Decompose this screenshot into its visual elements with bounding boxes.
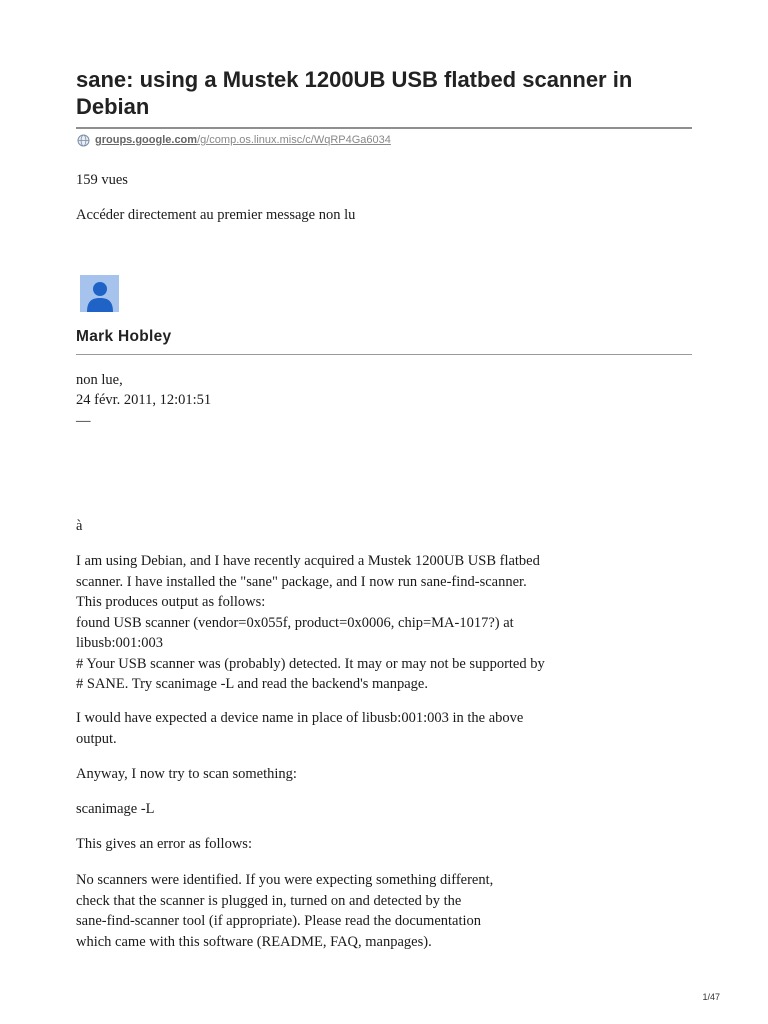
- page-title: sane: using a Mustek 1200UB USB flatbed scanner in Debian: [76, 67, 633, 119]
- globe-icon: [77, 134, 90, 147]
- author-name[interactable]: Mark Hobley: [76, 328, 172, 345]
- author-divider: [76, 354, 692, 355]
- recipient-label: à: [76, 518, 83, 534]
- view-count: 159 vues: [76, 172, 128, 188]
- person-icon: [80, 275, 119, 312]
- post-date: 24 févr. 2011, 12:01:51: [76, 392, 212, 408]
- source-host[interactable]: groups.google.com: [95, 134, 198, 146]
- source-link[interactable]: [77, 132, 391, 148]
- title-divider: [76, 127, 692, 129]
- message-paragraph: Anyway, I now try to scan something:: [76, 766, 297, 782]
- message-paragraph: I am using Debian, and I have recently acquired a Mustek 1200UB USB flatbed scanner. I have installed the "sane" package, and I now run sane-find-scanner. This produces output as follows: found USB scanner (vendor=0x055f, product=0x0006, chip=MA-1017?) at libusb:001:003 # Your USB scanner was (probably) detected. It may or may not be supported by # SANE. Try scanimage -L and read the backend's manpage.: [76, 553, 545, 692]
- first-unread-link[interactable]: Accéder directement au premier message non lu: [76, 207, 356, 223]
- source-path[interactable]: /g/comp.os.linux.misc/c/WqRP4Ga6034: [197, 134, 391, 146]
- recipients-separator: —: [76, 413, 91, 429]
- avatar[interactable]: [80, 275, 119, 312]
- page-number: 1/47: [702, 992, 720, 1002]
- message-paragraph: I would have expected a device name in place of libusb:001:003 in the above output.: [76, 710, 524, 747]
- message-paragraph: This gives an error as follows:: [76, 836, 252, 852]
- message-paragraph: No scanners were identified. If you were expecting something different, check that the scanner is plugged in, turned on and detected by the sane-find-scanner tool (if appropriate). Please read the documentation which came with this software (README, FAQ, manpages).: [76, 872, 494, 950]
- message-paragraph: scanimage -L: [76, 801, 155, 817]
- read-status: non lue,: [76, 372, 123, 388]
